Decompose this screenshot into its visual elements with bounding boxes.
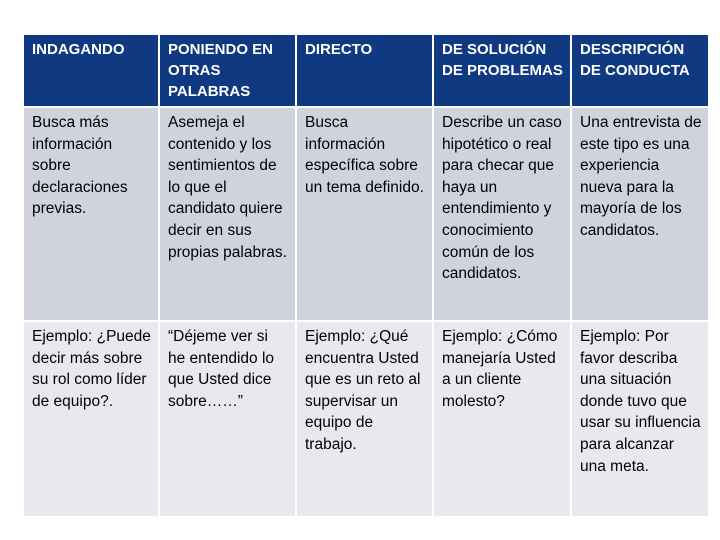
example-row (23, 321, 709, 517)
table-cell: Ejemplo: ¿Puede decir más sobre su rol como líder de equipo?. (23, 321, 159, 517)
header-poniendo-en-otras-palabras: PONIENDO EN OTRAS PALABRAS (159, 34, 296, 107)
header-row (23, 34, 709, 107)
table-cell: Busca más información sobre declaraciones previas. (23, 107, 159, 321)
description-row (23, 107, 709, 321)
table-cell: Busca información específica sobre un tema definido. (296, 107, 433, 321)
table-cell: Ejemplo: ¿Cómo manejaría Usted a un cliente molesto? (433, 321, 571, 517)
header-descripcion-de-conducta: DESCRIPCIÓN DE CONDUCTA (571, 34, 709, 107)
table-cell: Una entrevista de este tipo es una experiencia nueva para la mayoría de los candidatos. (571, 107, 709, 321)
table-cell: “Déjeme ver si he entendido lo que Usted dice sobre……” (159, 321, 296, 517)
header-indagando: INDAGANDO (23, 34, 159, 107)
header-solucion-de-problemas: DE SOLUCIÓN DE PROBLEMAS (433, 34, 571, 107)
table-cell: Asemeja el contenido y los sentimientos de lo que el candidato quiere decir en sus propias palabras. (159, 107, 296, 321)
interview-types-table (22, 33, 710, 518)
table-cell: Ejemplo: ¿Qué encuentra Usted que es un reto al supervisar un equipo de trabajo. (296, 321, 433, 517)
table-cell: Describe un caso hipotético o real para checar que haya un entendimiento y conocimiento común de los candidatos. (433, 107, 571, 321)
table-cell: Ejemplo: Por favor describa una situación donde tuvo que usar su influencia para alcanzar una meta. (571, 321, 709, 517)
header-directo: DIRECTO (296, 34, 433, 107)
